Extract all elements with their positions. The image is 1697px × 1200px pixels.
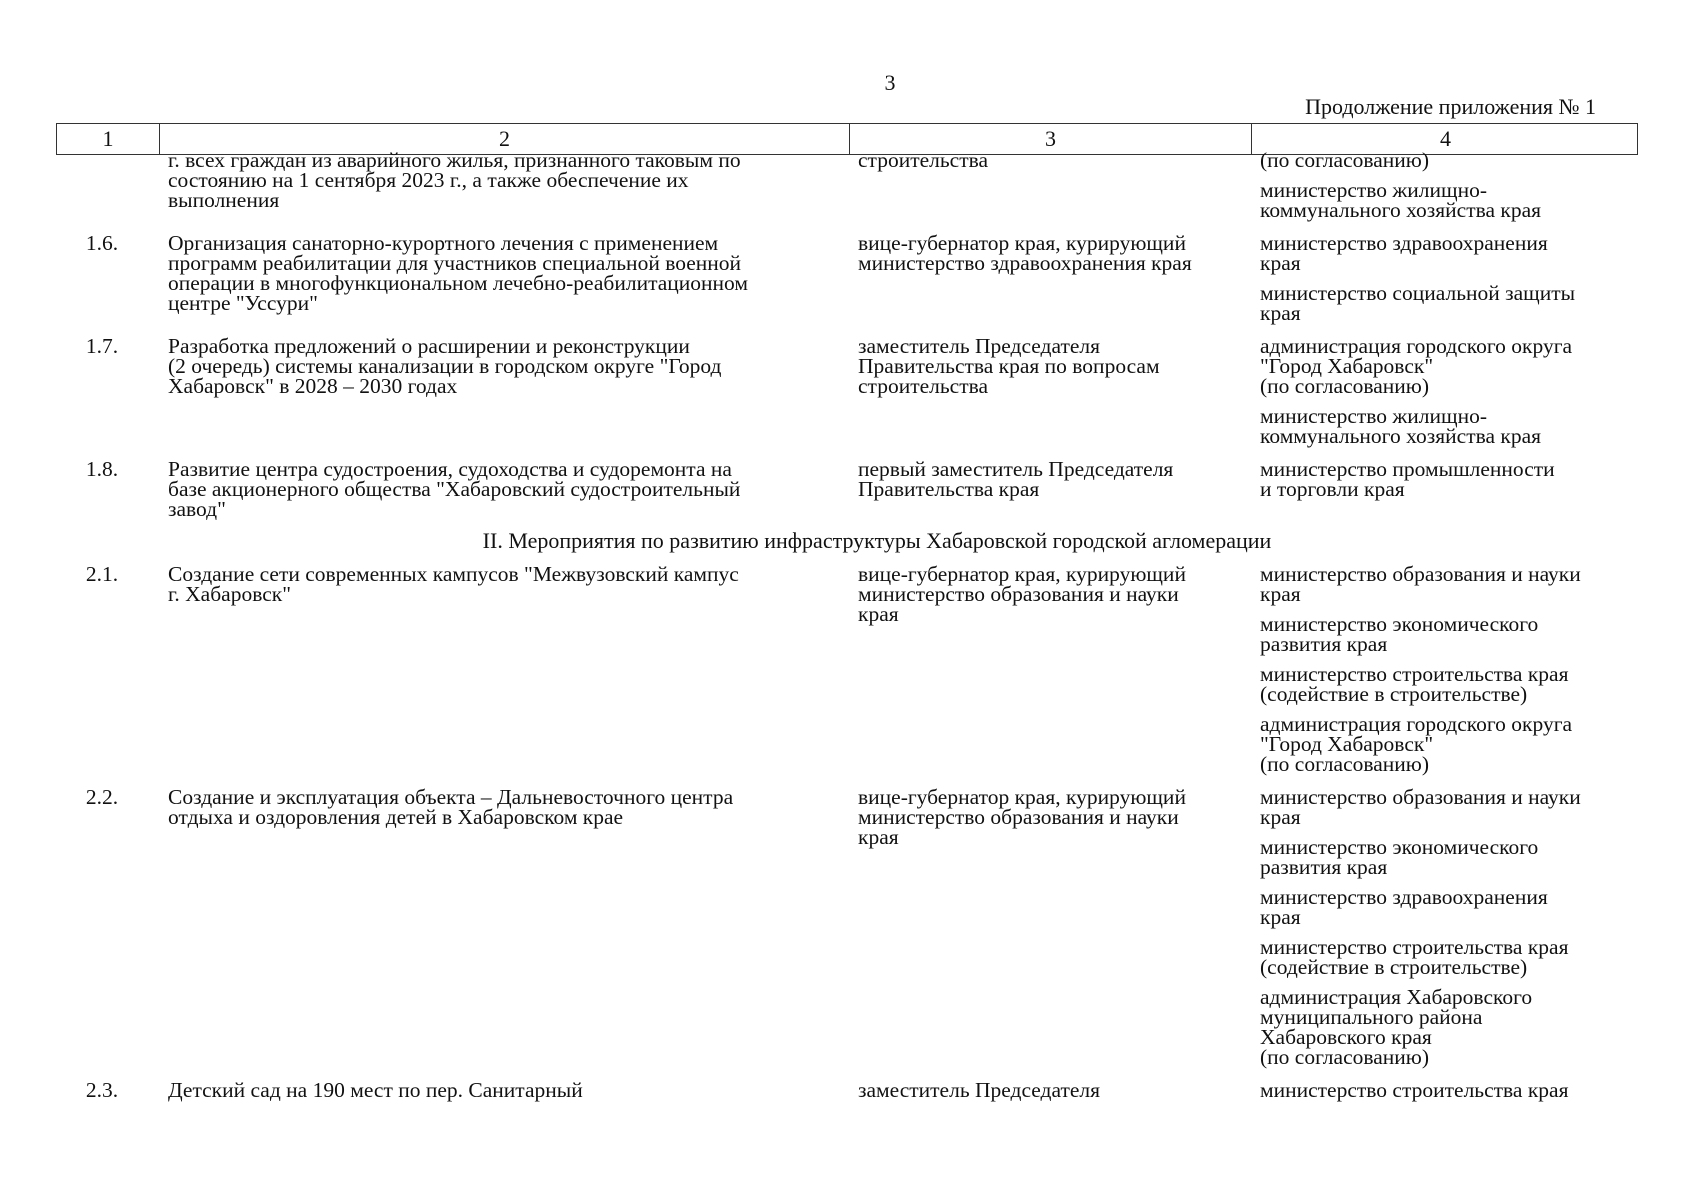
executor-item: министерство жилищно- коммунального хозяйства края <box>1260 178 1542 222</box>
row-responsible: вице-губернатор края, курирующий министерство здравоохранения края <box>858 231 1192 275</box>
executor-item: министерство строительства края (содействие в строительстве) <box>1260 935 1569 979</box>
continuation-label: Продолжение приложения № 1 <box>1305 94 1596 119</box>
executor-item: министерство здравоохранения края <box>1260 885 1548 929</box>
row-text: Развитие центра судостроения, судоходства и судоремонта на базе акционерного общества "Хабаровский судостроительный завод" <box>168 457 741 521</box>
table-row <box>56 784 1638 1067</box>
row-executors <box>1250 456 1638 519</box>
row-number: 1.8. <box>85 457 119 481</box>
row-number: 1.6. <box>85 231 119 255</box>
table-body <box>56 148 1638 1102</box>
row-responsible: первый заместитель Председателя Правительства края <box>858 457 1174 501</box>
row-text: Создание сети современных кампусов "Межвузовский кампус г. Хабаровск" <box>168 562 739 606</box>
table-row <box>56 456 1638 519</box>
row-text: Детский сад на 190 мест по пер. Санитарный <box>168 1078 583 1102</box>
row-responsible: заместитель Председателя Правительства края по вопросам строительства <box>858 334 1160 398</box>
header-col-1: 1 <box>102 126 114 151</box>
row-executors <box>1250 333 1638 446</box>
executor-item: министерство образования и науки края <box>1260 785 1581 829</box>
row-executors <box>1250 784 1638 1067</box>
executor-item: министерство социальной защиты края <box>1260 281 1576 325</box>
executor-item: администрация городского округа "Город Хабаровск" (по согласованию) <box>1260 712 1573 776</box>
executor-item: министерство образования и науки края <box>1260 562 1581 606</box>
row-number: 2.3. <box>85 1078 119 1102</box>
header-col-4: 4 <box>1251 124 1639 154</box>
executor-item: министерство экономического развития края <box>1260 612 1539 656</box>
executor-item: министерство строительства края <box>1260 1078 1569 1102</box>
executor-item: администрация Хабаровского муниципального района Хабаровского края (по согласованию) <box>1260 985 1533 1069</box>
row-number: 1.7. <box>85 334 119 358</box>
row-number: 2.2. <box>85 785 119 809</box>
row-executors <box>1250 1077 1638 1100</box>
executor-item: министерство здравоохранения края <box>1260 231 1548 275</box>
row-responsible: вице-губернатор края, курирующий министерство образования и науки края <box>858 785 1186 849</box>
row-text: Разработка предложений о расширении и реконструкции (2 очередь) системы канализации в городском округе "Город Хабаровск" в 2028 – 2030 годах <box>168 334 722 398</box>
section-title: II. Мероприятия по развитию инфраструктуры Хабаровской городской агломерации <box>482 528 1272 553</box>
executor-item: (по согласованию) <box>1260 148 1430 172</box>
row-responsible: заместитель Председателя <box>858 1078 1101 1102</box>
row-number: 2.1. <box>85 562 119 586</box>
table-row <box>56 147 1638 220</box>
executor-item: министерство строительства края (содействие в строительстве) <box>1260 662 1569 706</box>
row-responsible: вице-губернатор края, курирующий министерство образования и науки края <box>858 562 1186 626</box>
header-col-2: 2 <box>159 124 849 154</box>
header-col-3: 3 <box>849 124 1251 154</box>
executor-item: министерство промышленности и торговли края <box>1260 457 1555 501</box>
executor-item: министерство экономического развития края <box>1260 835 1539 879</box>
row-text: Организация санаторно-курортного лечения с применением программ реабилитации для участников специальной военной операции в многофункциональном лечебно-реабилитационном центре "Уссури" <box>168 231 749 315</box>
row-executors <box>1250 147 1638 220</box>
executor-item: администрация городского округа "Город Хабаровск" (по согласованию) <box>1260 334 1573 398</box>
row-text: г. всех граждан из аварийного жилья, признанного таковым по состоянию на 1 сентября 2023 г., а также обеспечение их выполнения <box>168 148 741 212</box>
row-responsible: строительства <box>858 148 989 172</box>
table-row <box>56 561 1638 774</box>
row-executors <box>1250 561 1638 774</box>
table-row <box>56 230 1638 323</box>
page-number: 3 <box>884 70 896 95</box>
executor-item: министерство жилищно- коммунального хозяйства края <box>1260 404 1542 448</box>
row-number <box>56 147 158 220</box>
table-row <box>56 333 1638 446</box>
row-text: Создание и эксплуатация объекта – Дальневосточного центра отдыха и оздоровления детей в Хабаровском крае <box>168 785 734 829</box>
row-executors <box>1250 230 1638 323</box>
table-row <box>56 1077 1638 1100</box>
